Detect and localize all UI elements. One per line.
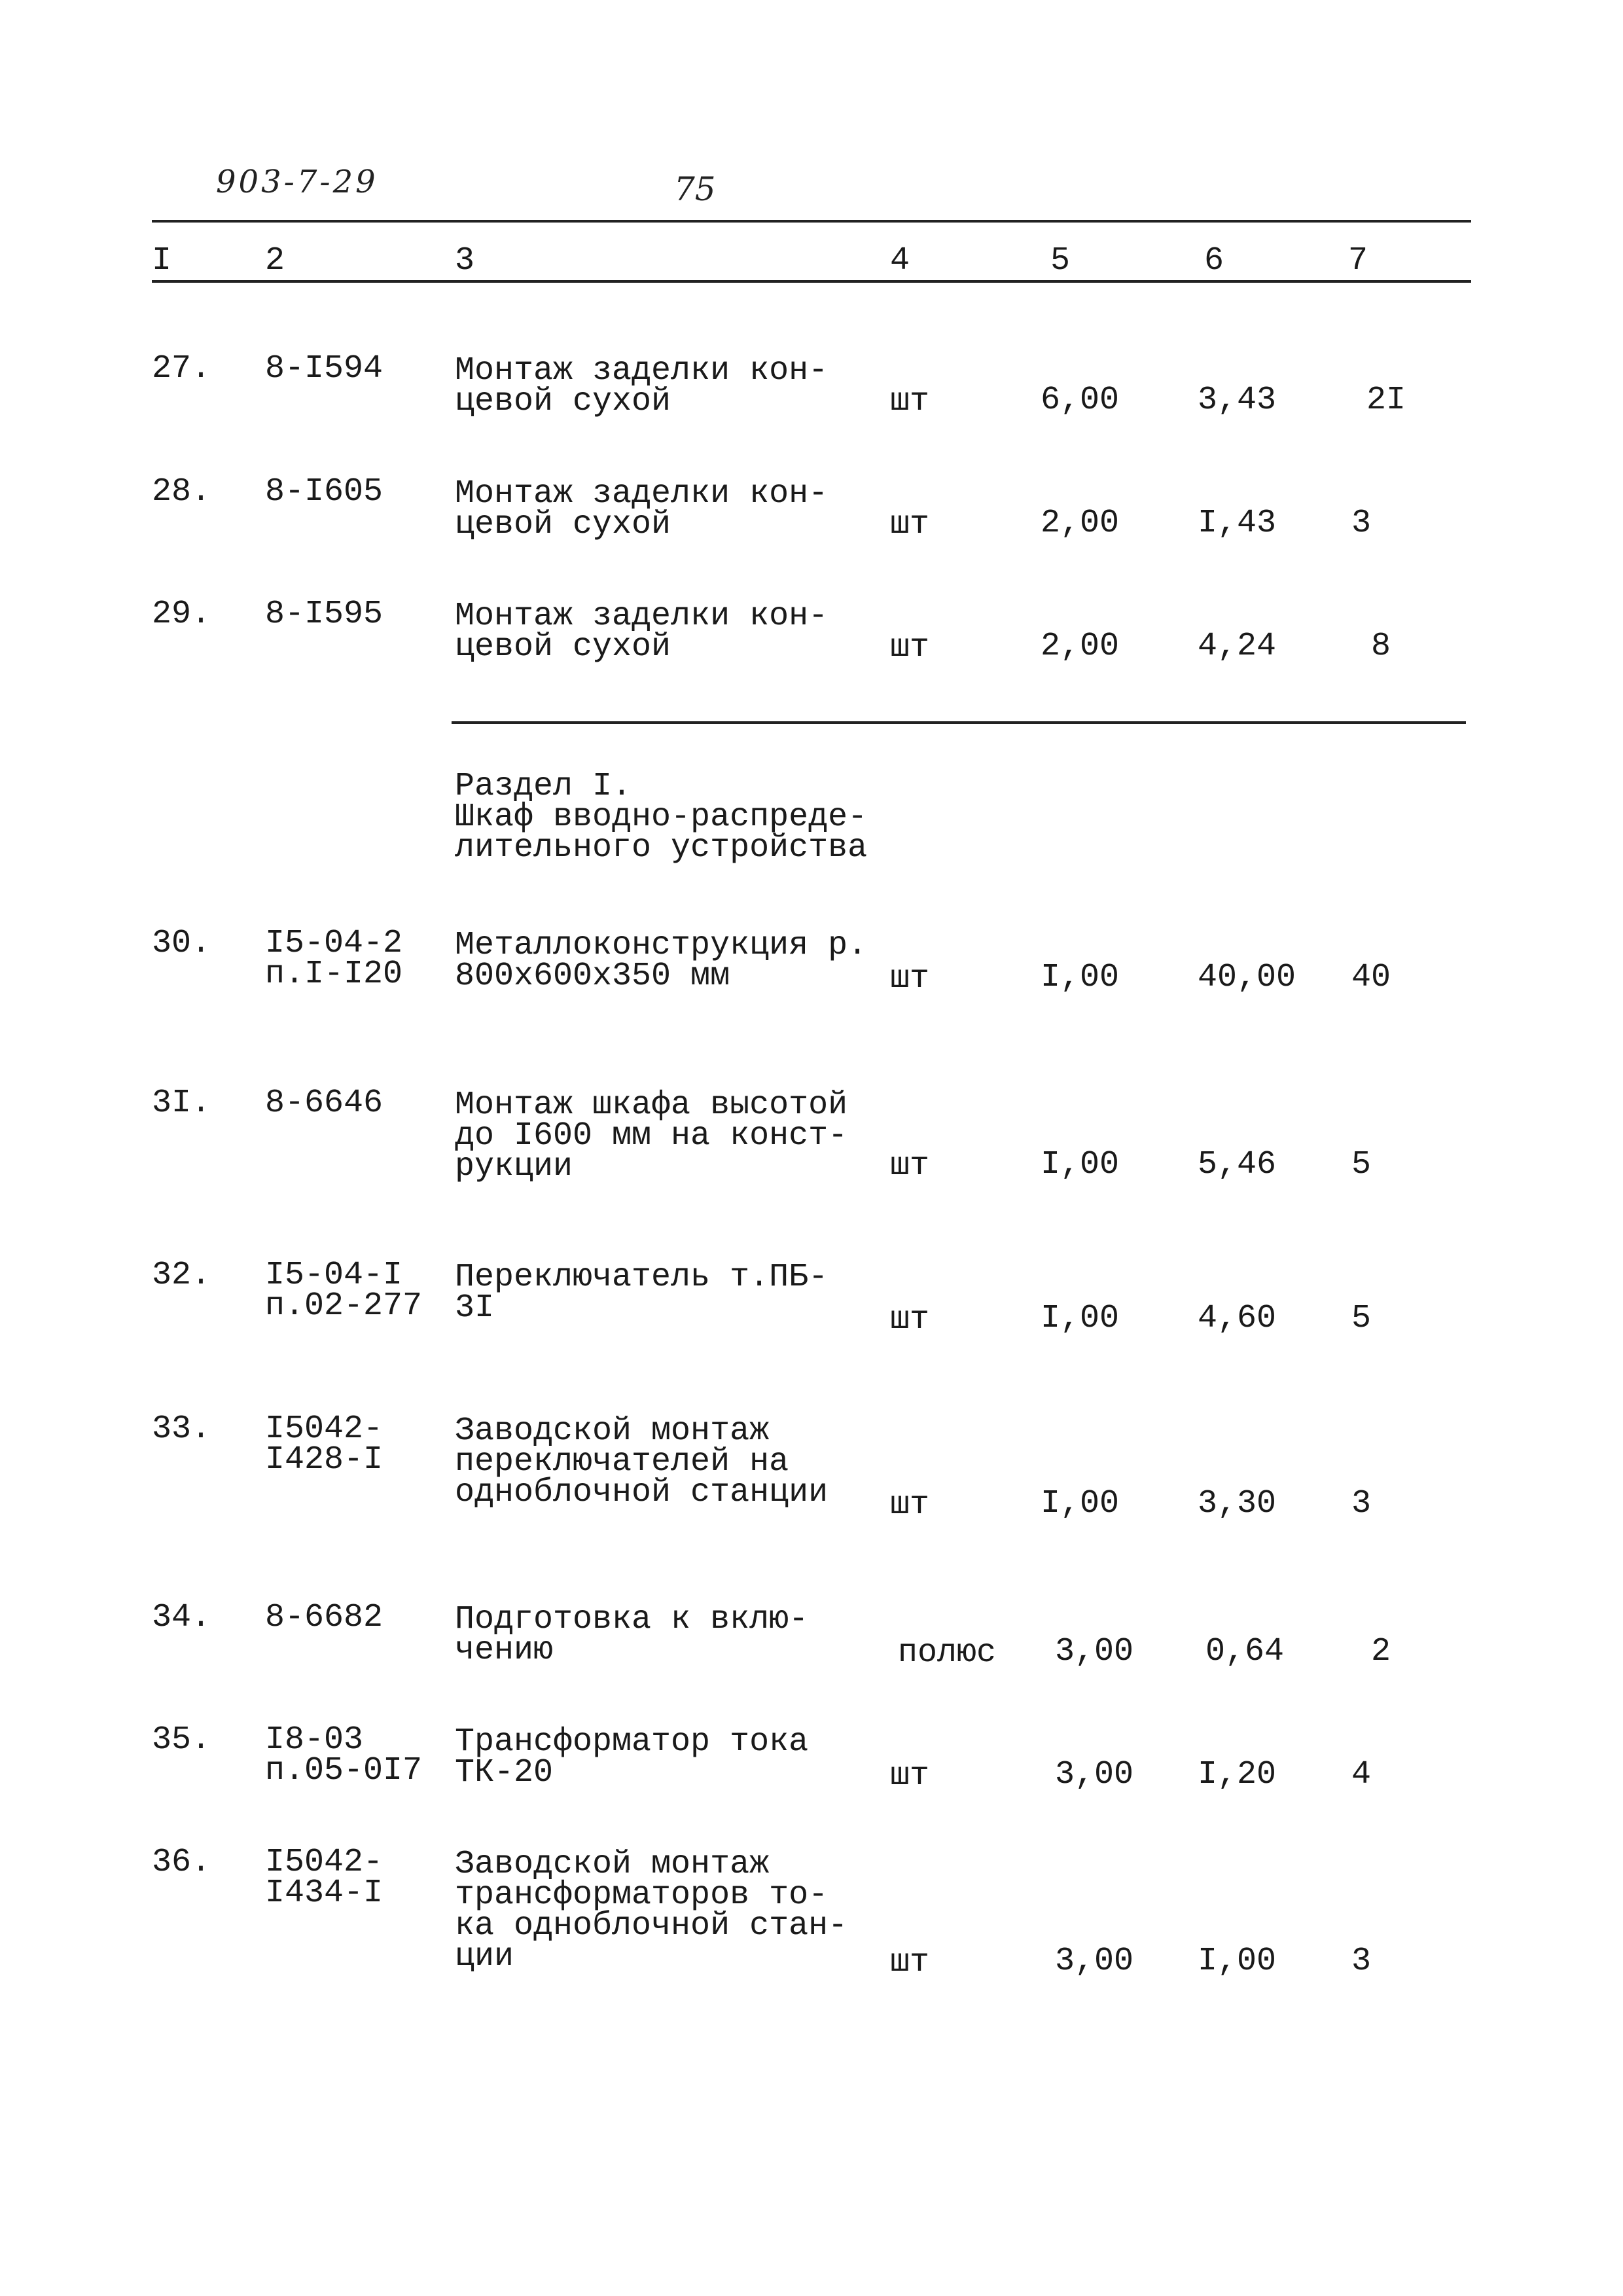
row-price: 40,00	[1198, 959, 1296, 996]
row-quantity: I,00	[1041, 959, 1120, 996]
row-number: 3I.	[152, 1085, 211, 1122]
section-heading: Раздел I. Шкаф вводно-распреде- лительного устройства	[455, 768, 868, 867]
row-code: 8-I605	[265, 473, 383, 511]
row-total: 4	[1351, 1756, 1372, 1793]
row-number: 30.	[152, 925, 211, 962]
row-total: 5	[1351, 1300, 1372, 1337]
row-description: Заводской монтаж переключателей на одноблочной станции	[455, 1412, 829, 1511]
row-total: 2I	[1366, 382, 1406, 419]
row-quantity: 3,00	[1055, 1633, 1134, 1670]
column-header-7: 7	[1348, 242, 1368, 279]
row-price: 4,24	[1198, 628, 1277, 665]
row-price: I,20	[1198, 1756, 1277, 1793]
section-divider	[452, 721, 1466, 724]
row-unit: шт	[890, 629, 930, 666]
row-number: 27.	[152, 350, 211, 387]
row-code: I5042- I428-I	[265, 1410, 383, 1479]
row-description: Заводской монтаж трансформаторов то- ка одноблочной стан- ции	[455, 1846, 848, 1975]
row-unit: полюс	[898, 1634, 997, 1672]
row-price: 0,64	[1205, 1633, 1285, 1670]
row-total: 2	[1371, 1633, 1391, 1670]
row-price: 3,43	[1198, 382, 1277, 419]
row-total: 40	[1351, 959, 1391, 996]
row-quantity: 3,00	[1055, 1943, 1134, 1980]
row-description: Монтаж заделки кон- цевой сухой	[455, 475, 829, 543]
row-code: I5042- I434-I	[265, 1844, 383, 1912]
row-description: Металлоконструкция р. 800х600х350 мм	[455, 927, 868, 995]
row-quantity: 3,00	[1055, 1756, 1134, 1793]
row-number: 33.	[152, 1410, 211, 1448]
row-number: 36.	[152, 1844, 211, 1881]
row-code: 8-I594	[265, 350, 383, 387]
row-unit: шт	[890, 1757, 930, 1795]
row-price: 5,46	[1198, 1146, 1277, 1183]
row-number: 29.	[152, 596, 211, 633]
row-price: 4,60	[1198, 1300, 1277, 1337]
row-number: 32.	[152, 1257, 211, 1294]
row-number: 35.	[152, 1721, 211, 1759]
row-description: Монтаж шкафа высотой до I600 мм на конст- рукции	[455, 1086, 848, 1185]
row-code: I5-04-2 п.I-I20	[265, 925, 403, 993]
row-unit: шт	[890, 383, 930, 420]
row-price: I,43	[1198, 505, 1277, 542]
row-unit: шт	[890, 506, 930, 543]
row-description: Трансформатор тока ТК-20	[455, 1723, 809, 1791]
column-header-1: I	[152, 242, 172, 279]
page-number: 75	[674, 170, 716, 208]
row-unit: шт	[890, 1147, 930, 1185]
row-total: 8	[1371, 628, 1391, 665]
row-quantity: I,00	[1041, 1146, 1120, 1183]
row-unit: шт	[890, 960, 930, 997]
row-code: 8-6682	[265, 1599, 383, 1636]
row-description: Подготовка к вклю- чению	[455, 1601, 809, 1669]
row-number: 28.	[152, 473, 211, 511]
column-header-6: 6	[1204, 242, 1224, 279]
row-price: 3,30	[1198, 1485, 1277, 1522]
row-unit: шт	[890, 1301, 930, 1338]
row-unit: шт	[890, 1944, 930, 1981]
row-quantity: I,00	[1041, 1485, 1120, 1522]
row-description: Переключатель т.ПБ- 3I	[455, 1259, 829, 1327]
row-number: 34.	[152, 1599, 211, 1636]
row-unit: шт	[890, 1486, 930, 1524]
row-description: Монтаж заделки кон- цевой сухой	[455, 352, 829, 420]
row-code: 8-I595	[265, 596, 383, 633]
column-header-3: 3	[455, 242, 475, 279]
row-total: 3	[1351, 1485, 1372, 1522]
row-price: I,00	[1198, 1943, 1277, 1980]
document-code: 903-7-29	[216, 164, 378, 200]
column-header-5: 5	[1050, 242, 1071, 279]
row-quantity: 2,00	[1041, 505, 1120, 542]
row-total: 3	[1351, 1943, 1372, 1980]
header-top-rule	[152, 220, 1471, 223]
row-description: Монтаж заделки кон- цевой сухой	[455, 598, 829, 666]
row-quantity: 2,00	[1041, 628, 1120, 665]
row-total: 3	[1351, 505, 1372, 542]
row-code: I5-04-I п.02-277	[265, 1257, 423, 1325]
column-header-2: 2	[265, 242, 285, 279]
row-quantity: 6,00	[1041, 382, 1120, 419]
header-bottom-rule	[152, 280, 1471, 283]
row-code: 8-6646	[265, 1085, 383, 1122]
row-quantity: I,00	[1041, 1300, 1120, 1337]
column-header-4: 4	[890, 242, 910, 279]
row-total: 5	[1351, 1146, 1372, 1183]
row-code: I8-03 п.05-0I7	[265, 1721, 423, 1789]
